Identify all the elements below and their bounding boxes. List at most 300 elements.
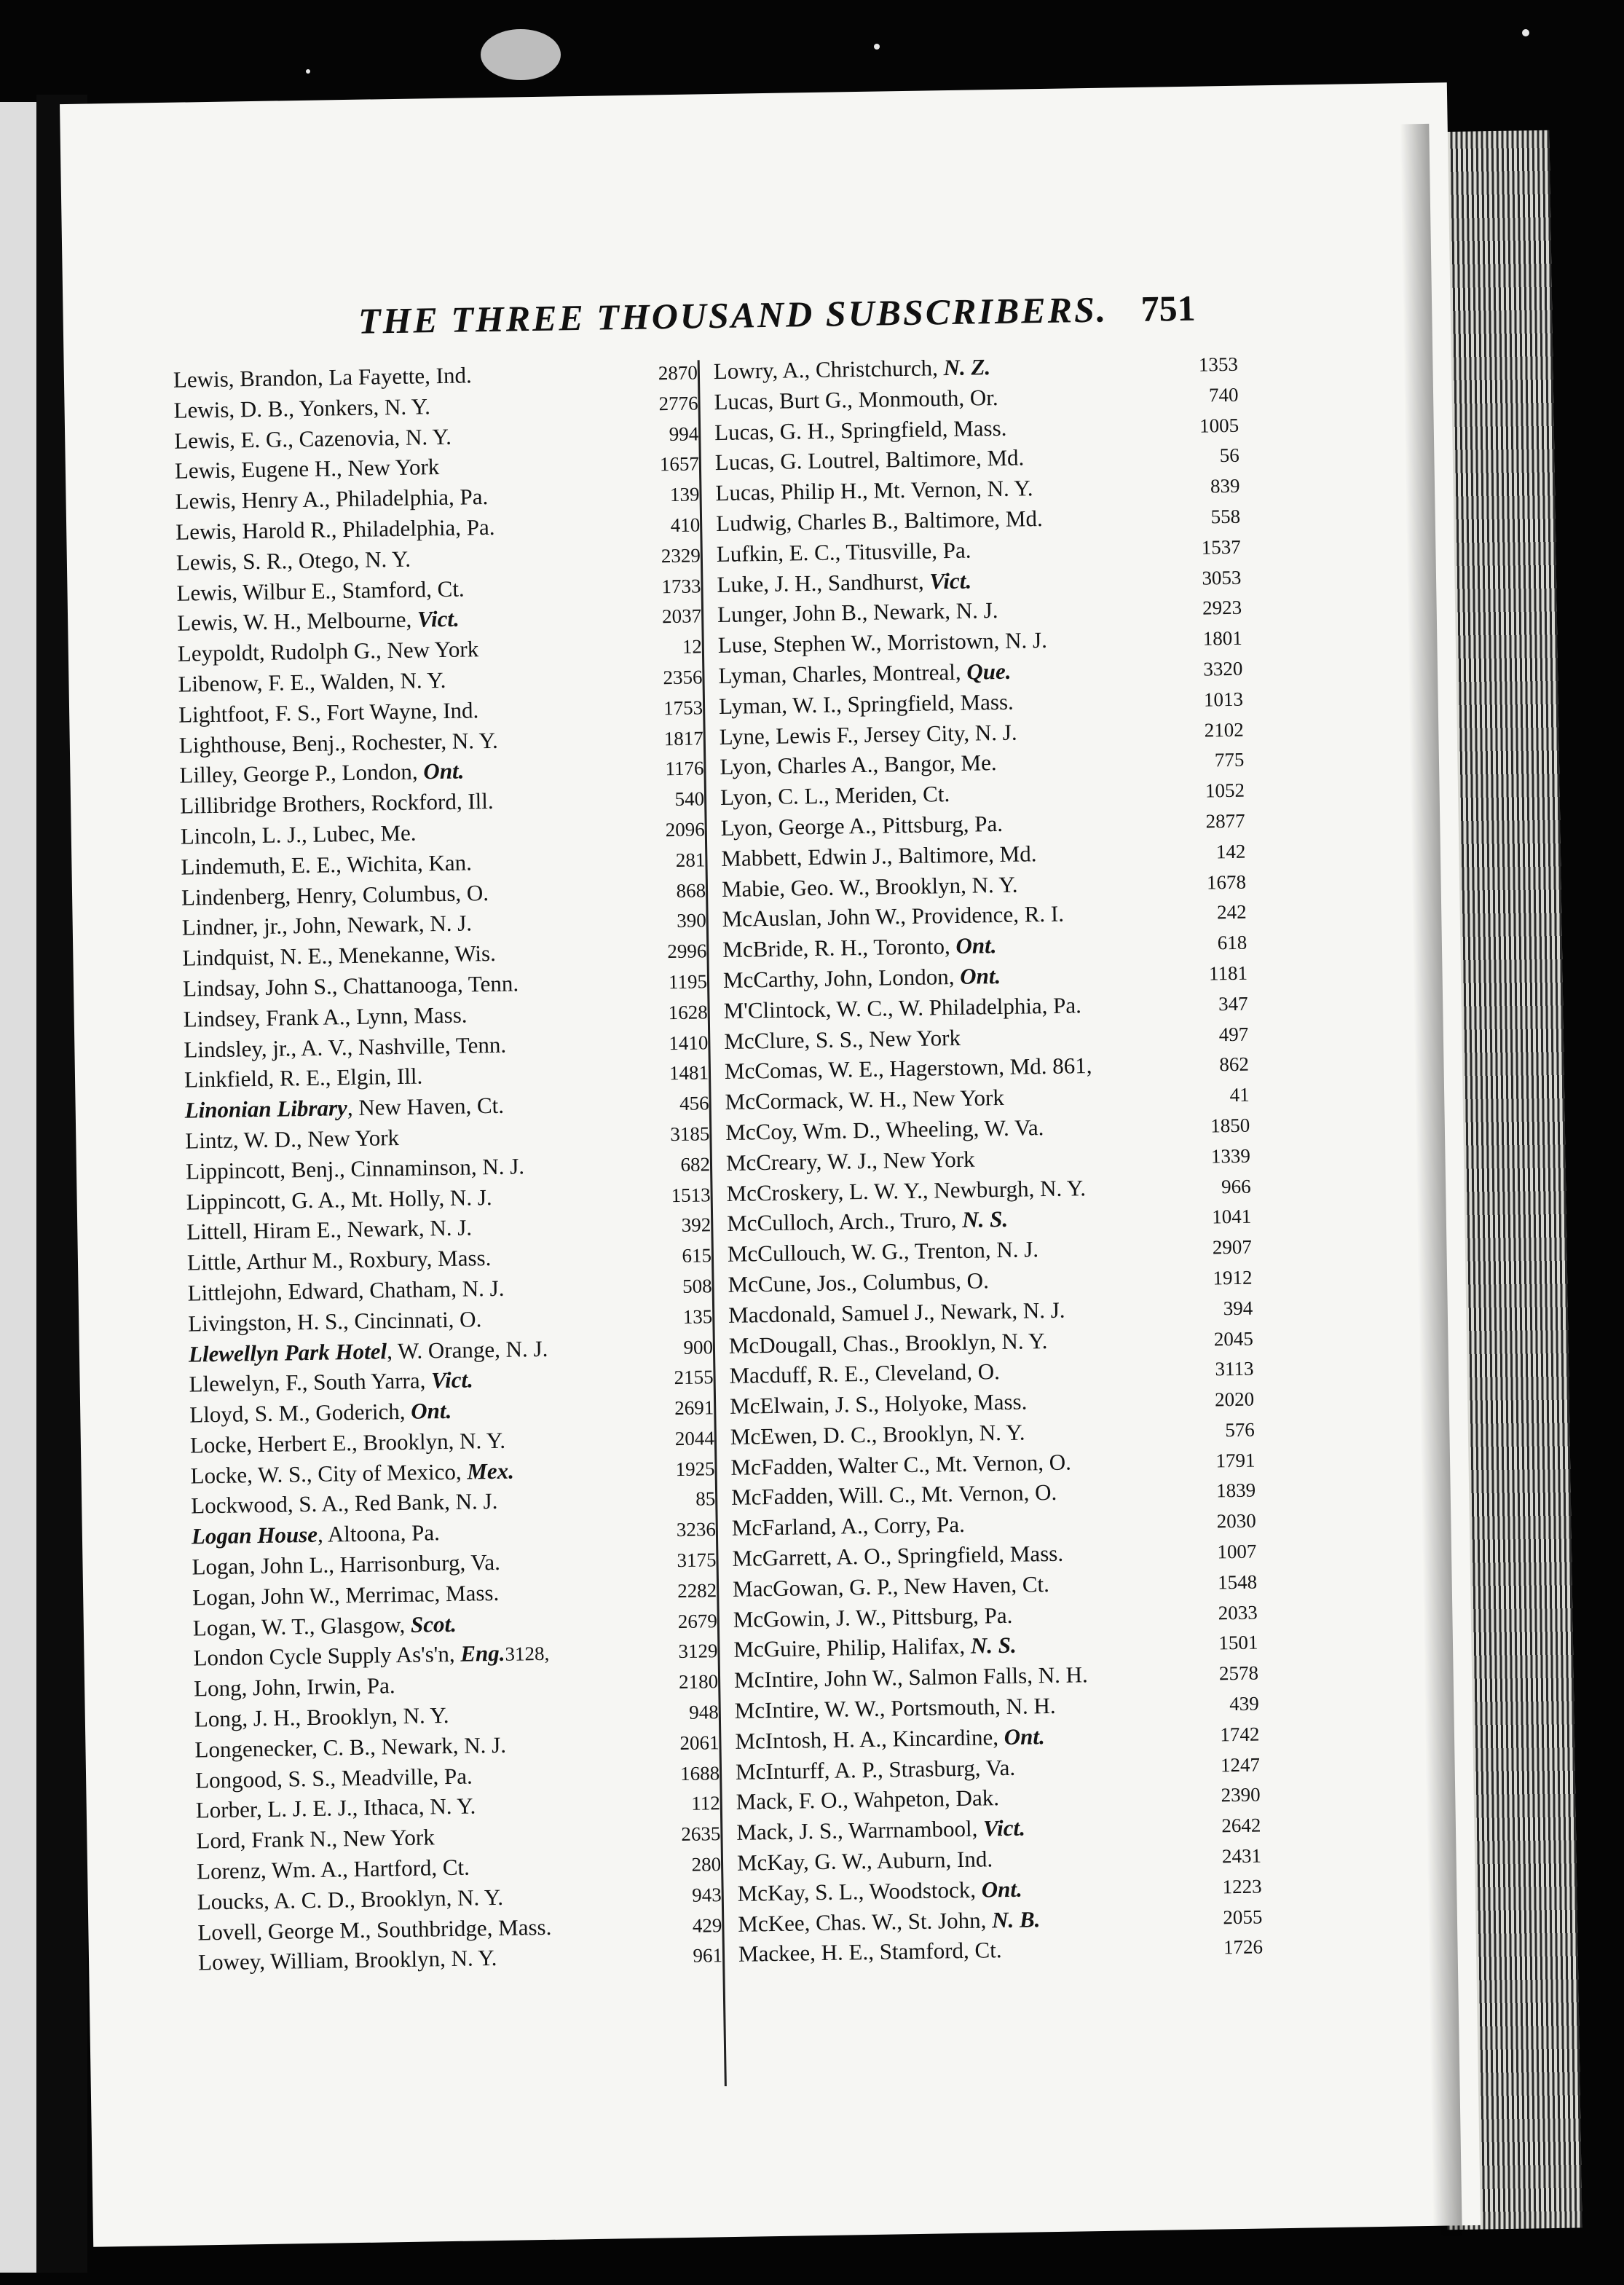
- subscriber-name-text: Lucas, Burt G., Monmouth, Or.: [714, 384, 998, 414]
- subscriber-number: 85: [695, 1487, 716, 1511]
- subscriber-name: [715, 443, 1025, 478]
- subscriber-name: [720, 809, 1003, 843]
- subscriber-name-text: Lindemuth, E. E., Wichita, Kan.: [181, 849, 473, 880]
- subscriber-number: 943: [692, 1884, 722, 1906]
- subscriber-region-italic: Ont.: [410, 1398, 452, 1424]
- subscriber-name: [715, 473, 1033, 508]
- subscriber-name: [190, 1455, 514, 1491]
- subscriber-number: 2642: [1221, 1814, 1261, 1837]
- subscriber-name: [730, 1417, 1025, 1452]
- subscriber-name-text: McKay, S. L., Woodstock,: [737, 1876, 982, 1906]
- subscriber-number: 1195: [668, 970, 708, 994]
- subscriber-name: [181, 908, 472, 943]
- subscriber-number: 439: [1229, 1692, 1259, 1715]
- subscriber-name-text: Little, Arthur M., Roxbury, Mass.: [186, 1245, 492, 1275]
- subscriber-number: 2155: [674, 1366, 714, 1389]
- subscriber-number: 456: [679, 1092, 709, 1115]
- subscriber-name: [733, 1600, 1012, 1635]
- dust-speck: [874, 44, 880, 50]
- subscriber-name: [714, 412, 1007, 447]
- subscriber-name: [184, 1061, 423, 1096]
- subscriber-name-text: McGarrett, A. O., Springfield, Mass.: [732, 1540, 1064, 1571]
- subscriber-name: [184, 1029, 506, 1065]
- subscriber-number: 1817: [663, 726, 704, 750]
- subscriber-name-text: Lord, Frank N., New York: [196, 1824, 435, 1854]
- subscriber-name-text: Logan, John L., Harrisonburg, Va.: [192, 1549, 501, 1580]
- subscriber-name-text: Lippincott, G. A., Mt. Holly, N. J.: [186, 1184, 492, 1215]
- subscriber-name-text: Locke, W. S., City of Mexico,: [190, 1458, 468, 1489]
- subscriber-name-text: McInturff, A. P., Strasburg, Va.: [735, 1754, 1016, 1785]
- subscriber-number: 280: [691, 1853, 722, 1876]
- subscriber-name: [180, 786, 494, 822]
- subscriber-name-text: McIntosh, H. A., Kincardine,: [735, 1723, 1005, 1754]
- subscriber-name: [728, 1234, 1039, 1270]
- subscriber-name: [192, 1547, 500, 1582]
- subscriber-name: [721, 838, 1037, 874]
- subscriber-number: 839: [1210, 474, 1240, 497]
- subscriber-number: 900: [683, 1335, 714, 1358]
- subscriber-name: [716, 535, 971, 569]
- subscriber-name-text: Lowey, William, Brooklyn, N. Y.: [197, 1945, 497, 1975]
- subscriber-number: 2102: [1204, 718, 1244, 742]
- subscriber-region-italic: Vict.: [982, 1814, 1026, 1841]
- subscriber-name: [738, 1935, 1002, 1970]
- subscriber-name: [730, 1447, 1071, 1482]
- subscriber-name: [178, 634, 479, 669]
- subscriber-name-text: Mabbett, Edwin J., Baltimore, Md.: [721, 840, 1037, 871]
- subscriber-number: 615: [682, 1244, 712, 1267]
- subscriber-number: 2390: [1221, 1783, 1261, 1806]
- subscriber-name: [183, 999, 467, 1034]
- subscriber-name-text: McCroskery, L. W. Y., Newburgh, N. Y.: [726, 1174, 1087, 1206]
- subscriber-name-text: Logan, W. T., Glasgow,: [192, 1611, 411, 1641]
- subscriber-name: [183, 968, 519, 1004]
- dust-speck: [481, 29, 561, 80]
- subscriber-number: 3175: [677, 1549, 717, 1572]
- subscriber-name: [174, 421, 452, 456]
- subscriber-name: [728, 1265, 989, 1299]
- subscriber-name: [179, 756, 465, 791]
- subscriber-name: [722, 899, 1064, 935]
- subscriber-name: [187, 1243, 492, 1278]
- subscriber-number: 2045: [1213, 1327, 1254, 1350]
- subscriber-name: [187, 1273, 504, 1309]
- subscriber-name-text: McComas, W. E., Hagerstown, Md. 861,: [724, 1053, 1092, 1085]
- subscriber-name-text: McFadden, Will. C., Mt. Vernon, O.: [730, 1479, 1057, 1511]
- subscriber-number: 2996: [667, 940, 707, 963]
- subscriber-name-text: Llewelyn, F., South Yarra,: [189, 1367, 432, 1397]
- subscriber-name: [733, 1569, 1049, 1605]
- subscriber-number: 2635: [681, 1822, 721, 1846]
- subscriber-name-text: McCarthy, John, London,: [722, 963, 961, 993]
- subscriber-name: [192, 1517, 441, 1551]
- subscriber-number: 966: [1221, 1175, 1251, 1197]
- subscriber-number: 3113: [1215, 1357, 1254, 1380]
- subscriber-number: 1688: [679, 1761, 720, 1785]
- subscriber-name: [720, 779, 950, 813]
- subscriber-name: [737, 1874, 1022, 1909]
- subscriber-name-text: Lewis, W. H., Melbourne,: [176, 606, 418, 637]
- subscriber-region-italic: Ont.: [955, 932, 997, 959]
- subscriber-number: 429: [692, 1914, 722, 1937]
- subscriber-name: [180, 818, 416, 852]
- subscriber-name-text: Long, J. H., Brooklyn, N. Y.: [194, 1702, 449, 1732]
- subscriber-region-italic: N. S.: [961, 1206, 1009, 1233]
- subscriber-name-text: Livingston, H. S., Cincinnati, O.: [188, 1305, 482, 1337]
- subscriber-name: [196, 1791, 476, 1826]
- subscriber-name-text: M'Clintock, W. C., W. Philadelphia, Pa.: [723, 991, 1082, 1023]
- subscriber-name-text: Lindner, jr., John, Newark, N. J.: [181, 910, 473, 940]
- subscriber-number: 775: [1214, 749, 1245, 771]
- subscriber-name-text: McCormack, W. H., New York: [725, 1085, 1005, 1115]
- subscriber-name-text: Lighthouse, Benj., Rochester, N. Y.: [178, 727, 498, 758]
- subscriber-name: [197, 1852, 470, 1887]
- subscriber-number: 1513: [671, 1183, 711, 1206]
- subscriber-name-text: , W. Orange, N. J.: [386, 1335, 548, 1364]
- subscriber-name-text: Lewis, Henry A., Philadelphia, Pa.: [175, 484, 489, 514]
- subscriber-name: [193, 1609, 457, 1643]
- subscriber-name-text: Mackee, H. E., Stamford, Ct.: [738, 1937, 1002, 1967]
- subscriber-name-text: Lufkin, E. C., Titusville, Pa.: [716, 537, 971, 567]
- subscriber-name-text: London Cycle Supply As's'n,: [193, 1641, 461, 1671]
- subscriber-number: 2037: [661, 605, 702, 628]
- subscriber-number: 682: [680, 1153, 711, 1176]
- subscriber-number: 56: [1219, 444, 1240, 467]
- subscriber-name-text: Lewis, Harold R., Philadelphia, Pa.: [175, 514, 495, 545]
- subscriber-number: 135: [682, 1305, 713, 1328]
- subscriber-name-text: McKee, Chas. W., St. John,: [738, 1906, 993, 1937]
- subscriber-region-italic: Ont.: [1004, 1723, 1046, 1750]
- subscriber-name: [182, 938, 496, 974]
- subscriber-name: [735, 1721, 1045, 1756]
- subscriber-name: [186, 1151, 525, 1187]
- subscriber-name-text: McCulloch, Arch., Truro,: [726, 1207, 963, 1237]
- subscriber-name: [732, 1509, 966, 1543]
- subscriber-number: 392: [681, 1214, 712, 1237]
- subscriber-number: 2907: [1212, 1235, 1253, 1259]
- subscriber-name: [178, 695, 479, 730]
- subscriber-number: 497: [1218, 1023, 1249, 1045]
- subscriber-name-text: Lucas, G. Loutrel, Baltimore, Md.: [714, 444, 1025, 476]
- subscriber-name-text: Lincoln, L. J., Lubec, Me.: [180, 819, 417, 849]
- subscriber-number: 2356: [663, 666, 703, 689]
- subscriber-name-text: McBride, R. H., Toronto,: [722, 933, 956, 963]
- subscriber-number: 2030: [1216, 1509, 1256, 1533]
- dust-speck: [306, 69, 310, 74]
- subscriber-name-text: McGowin, J. W., Pittsburg, Pa.: [733, 1602, 1013, 1632]
- subscriber-name-text: Littell, Hiram E., Newark, N. J.: [186, 1214, 473, 1245]
- subscriber-number: 2096: [665, 818, 705, 841]
- book-page: [60, 82, 1481, 2247]
- subscriber-name: [728, 1294, 1065, 1330]
- subscriber-name-text: Locke, Herbert E., Brooklyn, N. Y.: [189, 1427, 506, 1458]
- subscriber-name: [719, 686, 1014, 721]
- subscriber-number: 1657: [659, 452, 700, 476]
- subscriber-name-text: Lewis, E. G., Cazenovia, N. Y.: [174, 423, 452, 454]
- subscriber-name: [194, 1670, 395, 1704]
- subscriber-name: [186, 1213, 472, 1248]
- subscriber-name-text: Linkfield, R. E., Elgin, Ill.: [184, 1063, 423, 1093]
- subscriber-region-italic: Vict.: [417, 605, 460, 632]
- subscriber-number: 2061: [679, 1731, 720, 1754]
- subscriber-number: 2679: [677, 1609, 718, 1632]
- subscriber-number: 1753: [663, 696, 703, 719]
- subscriber-name-text: Lindsey, Frank A., Lynn, Mass.: [183, 1002, 468, 1032]
- subscriber-number: 41: [1229, 1083, 1250, 1106]
- subscriber-number: 1052: [1205, 779, 1245, 802]
- subscriber-name-text: Luke, J. H., Sandhurst,: [717, 568, 930, 597]
- subscriber-name-text: MacGowan, G. P., New Haven, Ct.: [732, 1570, 1050, 1602]
- subscriber-number: 1925: [675, 1457, 715, 1480]
- subscriber-number: 2020: [1214, 1388, 1255, 1411]
- subscriber-number: 2033: [1218, 1601, 1258, 1624]
- subscriber-name: [736, 1752, 1016, 1787]
- subscriber-name-text: Logan, John W., Merrimac, Mass.: [192, 1579, 500, 1610]
- subscriber-name-text: McDougall, Chas., Brooklyn, N. Y.: [728, 1327, 1048, 1358]
- subscriber-name-text: McClure, S. S., New York: [724, 1024, 961, 1054]
- subscriber-number: 1181: [1208, 961, 1248, 985]
- subscriber-name-text: McCullouch, W. G., Trenton, N. J.: [727, 1236, 1039, 1267]
- subscriber-number: 1481: [669, 1061, 709, 1085]
- subscriber-name: [185, 1122, 399, 1156]
- subscriber-name-text: Littlejohn, Edward, Chatham, N. J.: [187, 1275, 505, 1306]
- subscriber-name-italic: Linonian Library: [184, 1095, 348, 1123]
- subscriber-name: [175, 481, 488, 517]
- subscriber-name: [737, 1844, 993, 1878]
- subscriber-name-text: McIntire, John W., Salmon Falls, N. H.: [733, 1661, 1088, 1694]
- subscriber-number: 1005: [1199, 414, 1239, 437]
- subscriber-name: [719, 717, 1017, 752]
- subscriber-number: 281: [675, 849, 706, 871]
- subscriber-region-italic: Vict.: [430, 1366, 474, 1393]
- subscriber-name: [192, 1578, 500, 1613]
- subscriber-number: 2870: [658, 361, 698, 385]
- subscriber-name: [189, 1365, 473, 1400]
- subscriber-number: 1801: [1202, 626, 1242, 650]
- subscriber-number: 1850: [1210, 1114, 1250, 1137]
- subscriber-number: 1726: [1223, 1935, 1264, 1959]
- subscriber-name-text: Lindenberg, Henry, Columbus, O.: [181, 879, 489, 911]
- subscriber-name: [177, 604, 460, 639]
- subscriber-name: [725, 1112, 1044, 1148]
- subscriber-number: 948: [689, 1701, 720, 1723]
- subscriber-number: 540: [674, 787, 705, 811]
- subscriber-region-italic: Vict.: [929, 567, 972, 594]
- subscriber-number: 1353: [1198, 353, 1239, 376]
- subscriber-name: [189, 1396, 452, 1430]
- subscriber-name-text: Lorenz, Wm. A., Hartford, Ct.: [196, 1854, 470, 1884]
- subscriber-number: 3129: [678, 1640, 718, 1663]
- subscriber-number: 1247: [1220, 1753, 1261, 1777]
- subscriber-name: [723, 961, 1001, 996]
- subscriber-number: 3053: [1202, 566, 1242, 589]
- subscriber-number: 1912: [1213, 1266, 1253, 1289]
- subscriber-name-text: Lindsay, John S., Chattanooga, Tenn.: [182, 970, 519, 1002]
- subscriber-region-italic: Que.: [966, 658, 1012, 685]
- subscriber-number: 2923: [1202, 597, 1242, 619]
- subscriber-name-text: Lyon, C. L., Meriden, Ct.: [720, 781, 950, 811]
- subscriber-region-italic: Mex.: [467, 1458, 515, 1484]
- subscriber-name-text: Lyon, George A., Pittsburg, Pa.: [720, 810, 1004, 841]
- subscriber-number: 2691: [674, 1396, 714, 1420]
- subscriber-number: 1501: [1218, 1632, 1258, 1654]
- subscriber-number: 2282: [677, 1579, 717, 1602]
- subscriber-name: [718, 656, 1012, 691]
- subscriber-name-text: Loucks, A. C. D., Brooklyn, N. Y.: [197, 1884, 504, 1915]
- subscriber-name-text: McFarland, A., Corry, Pa.: [731, 1511, 966, 1541]
- subscriber-name-text: Lucas, Philip H., Mt. Vernon, N. Y.: [715, 475, 1033, 506]
- subscriber-number: 1007: [1217, 1540, 1257, 1563]
- subscriber-name: [717, 595, 998, 630]
- subscriber-name-text: Lewis, Wilbur E., Stamford, Ct.: [176, 575, 465, 606]
- subscriber-name: [176, 573, 465, 608]
- subscriber-name: [729, 1356, 1000, 1391]
- subscriber-name: [191, 1486, 498, 1521]
- subscriber-number: 1628: [668, 1001, 708, 1023]
- subscriber-number: 2431: [1221, 1844, 1262, 1868]
- running-header: [63, 253, 1451, 355]
- subscriber-name: [714, 382, 998, 417]
- subscriber-name-text: Mack, F. O., Wahpeton, Dak.: [736, 1785, 1000, 1815]
- subscriber-name-text: McIntire, W. W., Portsmouth, N. H.: [734, 1692, 1056, 1723]
- subscriber-name: [729, 1326, 1048, 1361]
- subscriber-name: [198, 1943, 497, 1978]
- subscriber-name: [173, 391, 430, 425]
- subscriber-name-text: Lyon, Charles A., Bangor, Me.: [720, 750, 997, 780]
- subscriber-name: [194, 1730, 506, 1766]
- subscriber-number: 2776: [658, 392, 698, 415]
- subscriber-number: 868: [676, 878, 706, 902]
- subscriber-name-text: Longood, S. S., Meadville, Pa.: [194, 1763, 473, 1793]
- subscriber-name: [731, 1477, 1057, 1513]
- subscriber-name: [188, 1304, 482, 1339]
- subscriber-name: [176, 512, 495, 548]
- subscriber-number: 12: [682, 635, 703, 658]
- dust-speck: [1522, 29, 1529, 36]
- subscriber-name-text: Lewis, Brandon, La Fayette, Ind.: [173, 362, 472, 393]
- subscriber-number: 1041: [1211, 1205, 1252, 1228]
- subscriber-name-text: , New Haven, Ct.: [347, 1092, 505, 1121]
- subscriber-name-text: Lillibridge Brothers, Rockford, Ill.: [179, 788, 494, 819]
- subscriber-number: 1791: [1215, 1449, 1256, 1472]
- subscriber-number: 3185: [670, 1122, 710, 1146]
- subscriber-region-italic: Eng.: [460, 1640, 505, 1667]
- subscriber-region-italic: Ont.: [423, 758, 465, 784]
- subscriber-name-text: Longenecker, C. B., Newark, N. J.: [194, 1731, 507, 1763]
- subscriber-name: [176, 543, 411, 578]
- subscriber-name: [184, 1090, 504, 1126]
- subscriber-name: [732, 1538, 1063, 1574]
- subscriber-number: 242: [1216, 901, 1247, 924]
- subscriber-name: [196, 1822, 435, 1857]
- subscriber-number: 558: [1210, 505, 1241, 528]
- subscriber-name-text: Lyman, W. I., Springfield, Mass.: [718, 688, 1014, 719]
- subscriber-region-italic: N. B.: [991, 1906, 1041, 1932]
- subscriber-name: [725, 1082, 1004, 1117]
- subscriber-number: 410: [670, 514, 701, 537]
- subscriber-extra-number: 3128,: [505, 1643, 550, 1666]
- subscriber-name: [181, 847, 472, 882]
- subscriber-name: [714, 352, 991, 387]
- subscriber-name: [717, 625, 1047, 661]
- subscriber-name-italic: Llewellyn Park Hotel: [188, 1337, 387, 1367]
- subscriber-name-text: McEwen, D. C., Brooklyn, N. Y.: [730, 1419, 1025, 1450]
- subscriber-number: 1733: [661, 574, 701, 597]
- subscriber-name: [194, 1700, 449, 1734]
- subscriber-number: 1678: [1206, 870, 1247, 894]
- subscriber-number: 961: [693, 1944, 723, 1967]
- subscriber-number: 1742: [1220, 1723, 1260, 1746]
- subscriber-name: [720, 747, 997, 782]
- subscriber-number: 1537: [1201, 535, 1241, 559]
- subscriber-name-text: Lintz, W. D., New York: [185, 1124, 400, 1154]
- subscriber-name-text: Lunger, John B., Newark, N. J.: [717, 597, 998, 628]
- subscriber-name-text: Macduff, R. E., Cleveland, O.: [729, 1358, 1001, 1389]
- subscriber-name-text: Mack, J. S., Warrnambool,: [736, 1815, 984, 1846]
- subscriber-number: 2055: [1223, 1906, 1263, 1928]
- subscriber-name: [197, 1882, 503, 1917]
- subscriber-number: 3236: [676, 1518, 717, 1541]
- subscriber-name-text: Lindsley, jr., A. V., Nashville, Tenn.: [184, 1031, 507, 1063]
- subscriber-name: [190, 1425, 506, 1461]
- subscriber-name-text: Ludwig, Charles B., Baltimore, Md.: [715, 505, 1043, 537]
- subscriber-name: [736, 1783, 999, 1817]
- subscriber-number: 1548: [1217, 1570, 1258, 1594]
- subscriber-name: [726, 1144, 975, 1178]
- subscriber-number: 1223: [1222, 1875, 1262, 1898]
- subscriber-number: 1839: [1215, 1479, 1256, 1502]
- subscriber-name: [181, 878, 489, 913]
- page-number: 751: [1140, 287, 1197, 329]
- subscriber-name-text: Luse, Stephen W., Morristown, N. J.: [717, 627, 1048, 658]
- subscriber-region-italic: Ont.: [959, 962, 1001, 989]
- subscriber-name-text: Lilley, George P., London,: [179, 758, 424, 789]
- subscriber-name: [727, 1204, 1008, 1239]
- subscriber-region-italic: Scot.: [410, 1610, 457, 1637]
- subscriber-number: 2180: [678, 1670, 719, 1694]
- subscriber-name-text: Lockwood, S. A., Red Bank, N. J.: [190, 1488, 498, 1519]
- subscriber-name-text: Lyman, Charles, Montreal,: [718, 658, 967, 688]
- subscriber-column-right: [714, 348, 1264, 1970]
- subscriber-name: [716, 503, 1043, 539]
- subscriber-number: 394: [1223, 1297, 1253, 1319]
- subscriber-name-text: Lorber, L. J. E. J., Ithaca, N. Y.: [195, 1793, 476, 1823]
- subscriber-name-text: Lewis, S. R., Otego, N. Y.: [176, 546, 411, 575]
- subscriber-number: 390: [676, 909, 706, 932]
- subscriber-name: [175, 452, 440, 486]
- subscriber-number: 112: [691, 1792, 720, 1815]
- subscriber-name-text: McAuslan, John W., Providence, R. I.: [722, 900, 1065, 932]
- subscriber-name: [730, 1387, 1028, 1422]
- subscriber-number: 2578: [1218, 1661, 1259, 1685]
- subscriber-name-italic: Logan House: [191, 1522, 318, 1549]
- subscriber-name-text: Lewis, D. B., Yonkers, N. Y.: [173, 393, 431, 423]
- subscriber-number: 347: [1218, 992, 1248, 1015]
- subscriber-name-text: McKay, G. W., Auburn, Ind.: [736, 1846, 993, 1876]
- subscriber-name-text: Lyne, Lewis F., Jersey City, N. J.: [719, 719, 1017, 750]
- subscriber-number: 576: [1225, 1418, 1256, 1442]
- subscriber-name: [738, 1904, 1041, 1939]
- subscriber-column-left: [173, 356, 723, 1978]
- subscriber-name: [722, 930, 997, 965]
- subscriber-region-italic: N. Z.: [943, 354, 991, 381]
- page-title: THE THREE THOUSAND SUBSCRIBERS.: [358, 288, 1108, 342]
- subscriber-name-text: McCoy, Wm. D., Wheeling, W. Va.: [725, 1114, 1044, 1145]
- subscriber-name-text: Lucas, G. H., Springfield, Mass.: [714, 414, 1007, 445]
- subscriber-name-text: Lightfoot, F. S., Fort Wayne, Ind.: [178, 696, 479, 728]
- subscriber-number: 862: [1219, 1053, 1250, 1076]
- subscriber-name: [186, 1182, 492, 1217]
